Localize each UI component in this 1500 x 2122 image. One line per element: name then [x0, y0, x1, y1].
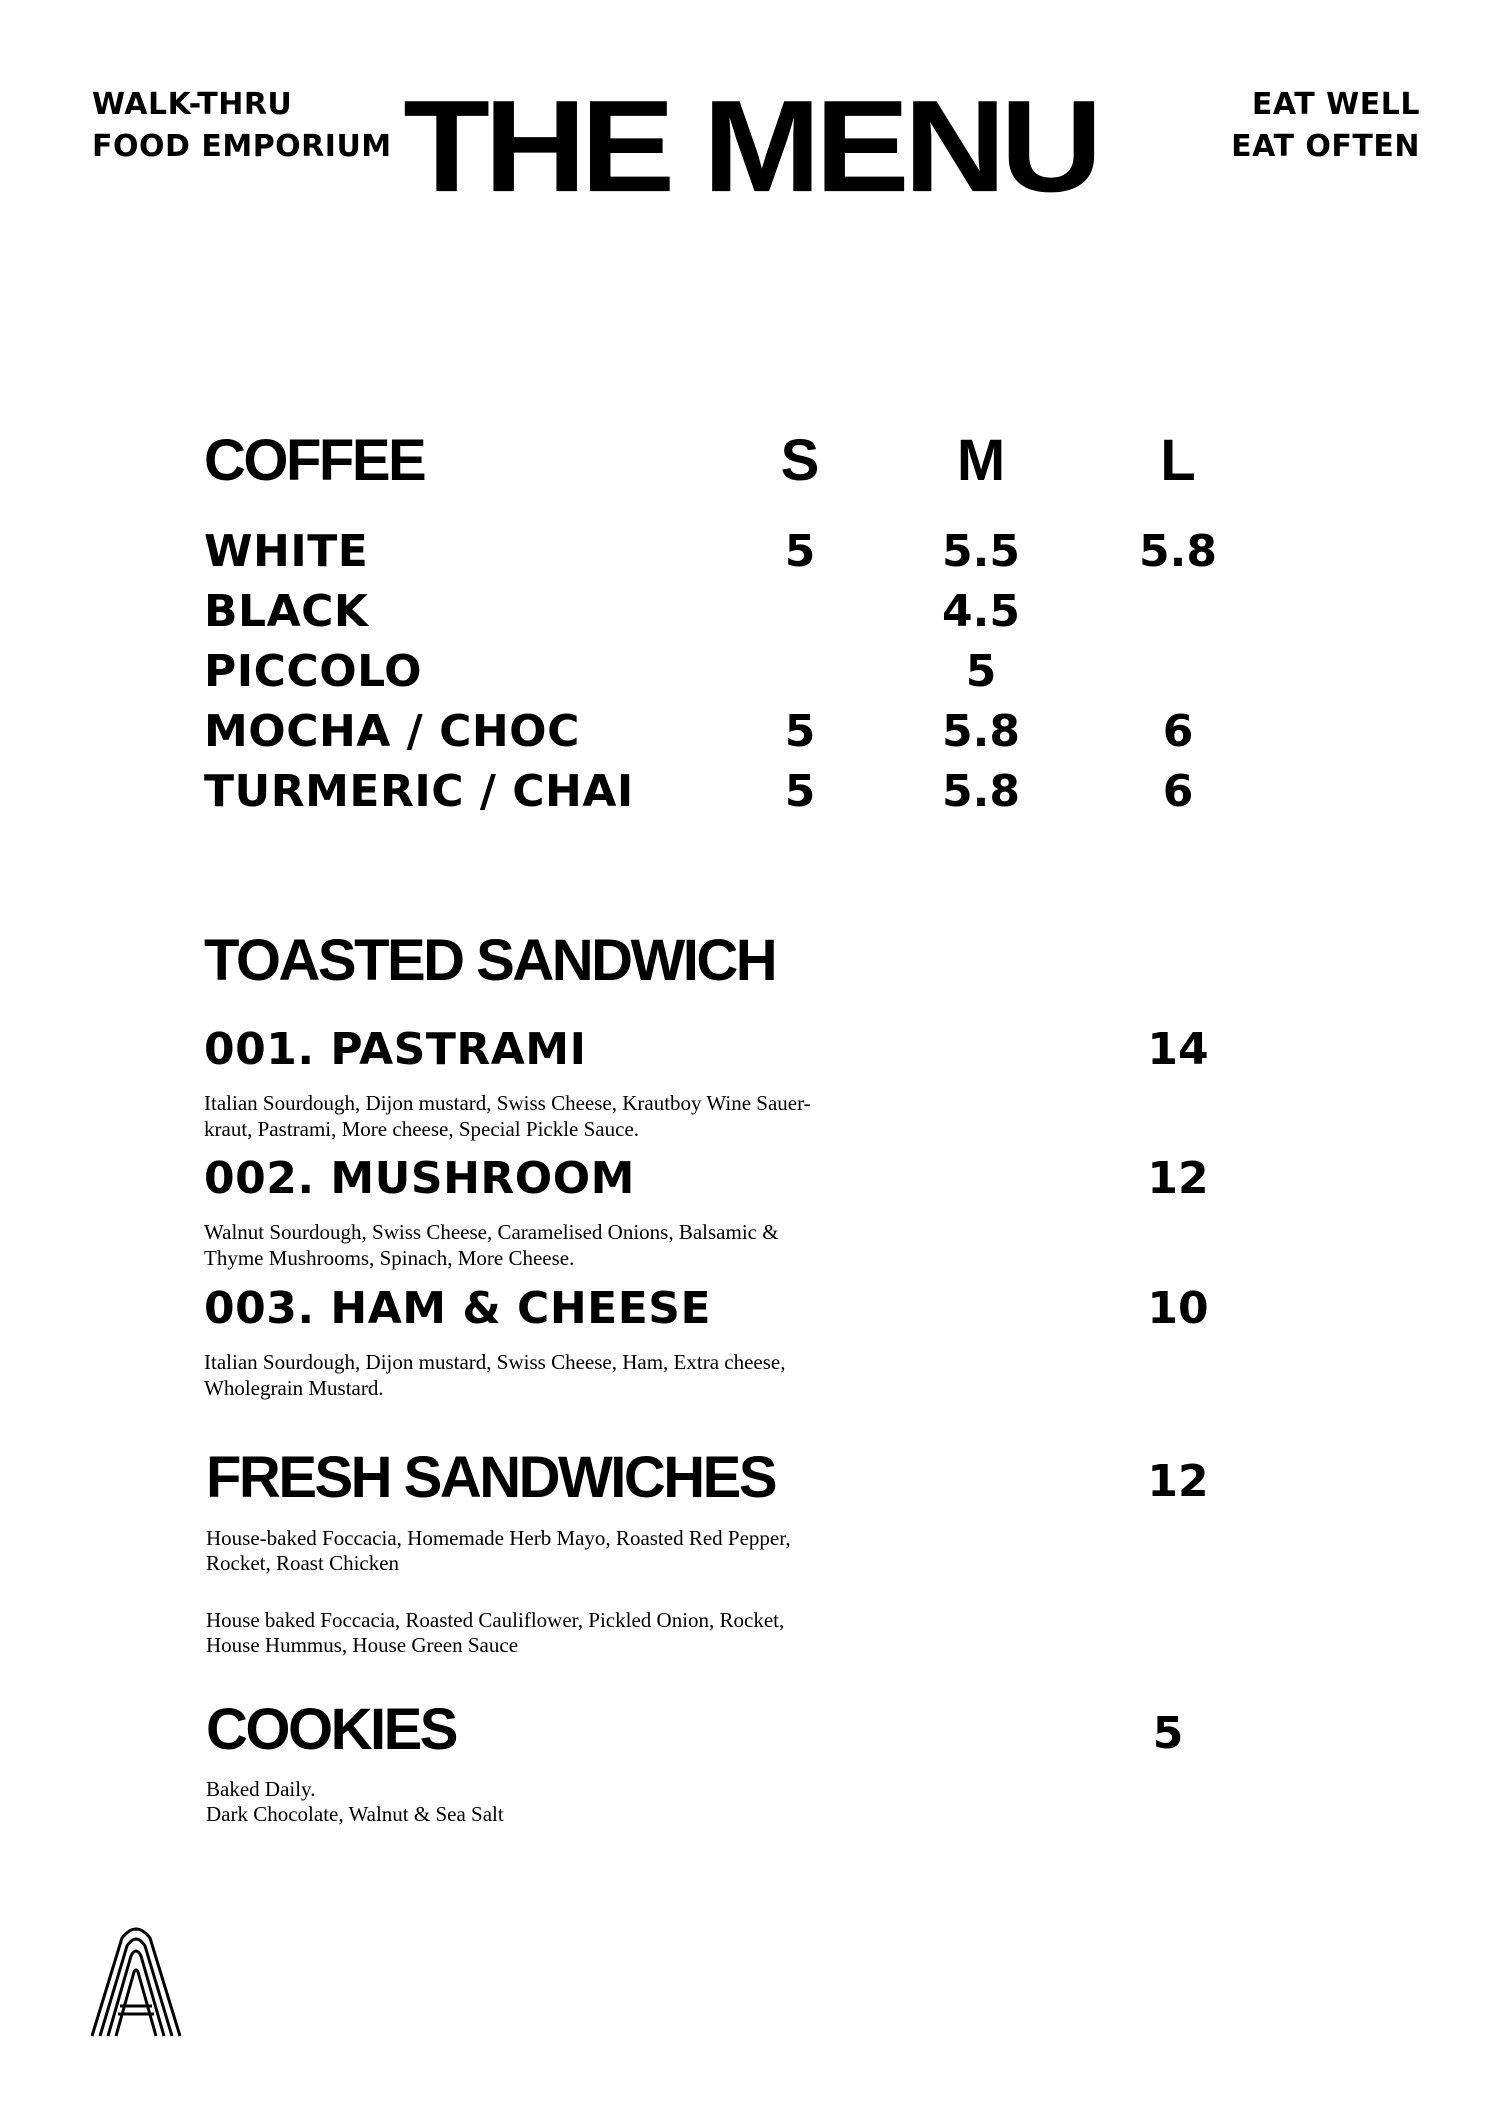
description-line: Thyme Mushrooms, Spinach, More Cheese.: [204, 1246, 575, 1270]
toasted-item-description: [204, 1349, 924, 1401]
size-header-m: M: [956, 428, 1006, 493]
description-line: House-baked Foccacia, Homemade Herb Mayo, Roasted Red Pepper,: [206, 1526, 791, 1550]
toasted-item-price: 12: [1147, 1153, 1209, 1204]
description-line: Rocket, Roast Chicken: [206, 1551, 400, 1575]
page-title: THE MENU: [403, 73, 1097, 220]
toasted-item-name: 003. HAM & CHEESE: [204, 1283, 712, 1334]
coffee-row: [0, 762, 1500, 822]
coffee-price-m: 4.5: [942, 586, 1020, 637]
description-line: Wholegrain Mustard.: [204, 1376, 384, 1400]
coffee-item-name: PICCOLO: [204, 646, 422, 697]
description-line: kraut, Pastrami, More cheese, Special Pickle Sauce.: [204, 1117, 640, 1141]
striped-a-logo-icon: [90, 1926, 182, 2038]
coffee-price-l: 5.8: [1139, 526, 1217, 577]
toasted-item-price: 10: [1147, 1283, 1209, 1334]
size-header-l: L: [1160, 428, 1196, 493]
coffee-price-l: 6: [1162, 706, 1194, 757]
toasted-item-price: 14: [1147, 1024, 1209, 1075]
coffee-item-name: BLACK: [204, 586, 369, 637]
coffee-item-name: WHITE: [204, 526, 369, 577]
description-line: House baked Foccacia, Roasted Cauliflower, Pickled Onion, Rocket,: [206, 1608, 785, 1632]
coffee-price-s: 5: [784, 526, 816, 577]
header-right-line1: EAT WELL: [1251, 87, 1420, 122]
cookies-description: [206, 1777, 926, 1827]
toasted-item-name: 002. MUSHROOM: [204, 1153, 635, 1204]
coffee-price-m: 5.8: [942, 706, 1020, 757]
coffee-price-l: 6: [1162, 766, 1194, 817]
description-line: Walnut Sourdough, Swiss Cheese, Caramelised Onions, Balsamic &: [204, 1220, 779, 1244]
coffee-price-m: 5: [965, 646, 997, 697]
fresh-sandwiches-heading: FRESH SANDWICHES: [206, 1445, 776, 1510]
coffee-heading: COFFEE: [204, 428, 425, 493]
coffee-price-m: 5.8: [942, 766, 1020, 817]
description-line: Italian Sourdough, Dijon mustard, Swiss Cheese, Krautboy Wine Sauer-: [204, 1091, 811, 1115]
fresh-option-description: [206, 1608, 926, 1658]
coffee-row: [0, 642, 1500, 702]
header-right-line2: EAT OFTEN: [1231, 129, 1420, 164]
description-line: Baked Daily.: [206, 1777, 316, 1801]
cookies-heading: COOKIES: [206, 1697, 456, 1762]
fresh-option-description: [206, 1526, 926, 1576]
description-line: Italian Sourdough, Dijon mustard, Swiss Cheese, Ham, Extra cheese,: [204, 1350, 786, 1374]
coffee-item-name: TURMERIC / CHAI: [204, 766, 634, 817]
cookies-price: 5: [1152, 1708, 1184, 1759]
toasted-sandwich-heading: TOASTED SANDWICH: [204, 928, 776, 993]
coffee-row: [0, 702, 1500, 762]
coffee-row: [0, 582, 1500, 642]
coffee-price-s: 5: [784, 706, 816, 757]
description-line: House Hummus, House Green Sauce: [206, 1633, 519, 1657]
toasted-item-name: 001. PASTRAMI: [204, 1024, 587, 1075]
header-left-line1: WALK-THRU: [92, 87, 293, 122]
coffee-price-m: 5.5: [942, 526, 1020, 577]
coffee-row: [0, 522, 1500, 582]
fresh-sandwiches-price: 12: [1147, 1456, 1209, 1507]
header-left-line2: FOOD EMPORIUM: [92, 129, 392, 164]
coffee-price-s: 5: [784, 766, 816, 817]
description-line: Dark Chocolate, Walnut & Sea Salt: [206, 1802, 504, 1826]
size-header-s: S: [780, 428, 820, 493]
toasted-item-description: [204, 1090, 924, 1142]
header-tagline-right: [1231, 84, 1420, 168]
toasted-item-description: [204, 1219, 924, 1271]
coffee-item-name: MOCHA / CHOC: [204, 706, 580, 757]
